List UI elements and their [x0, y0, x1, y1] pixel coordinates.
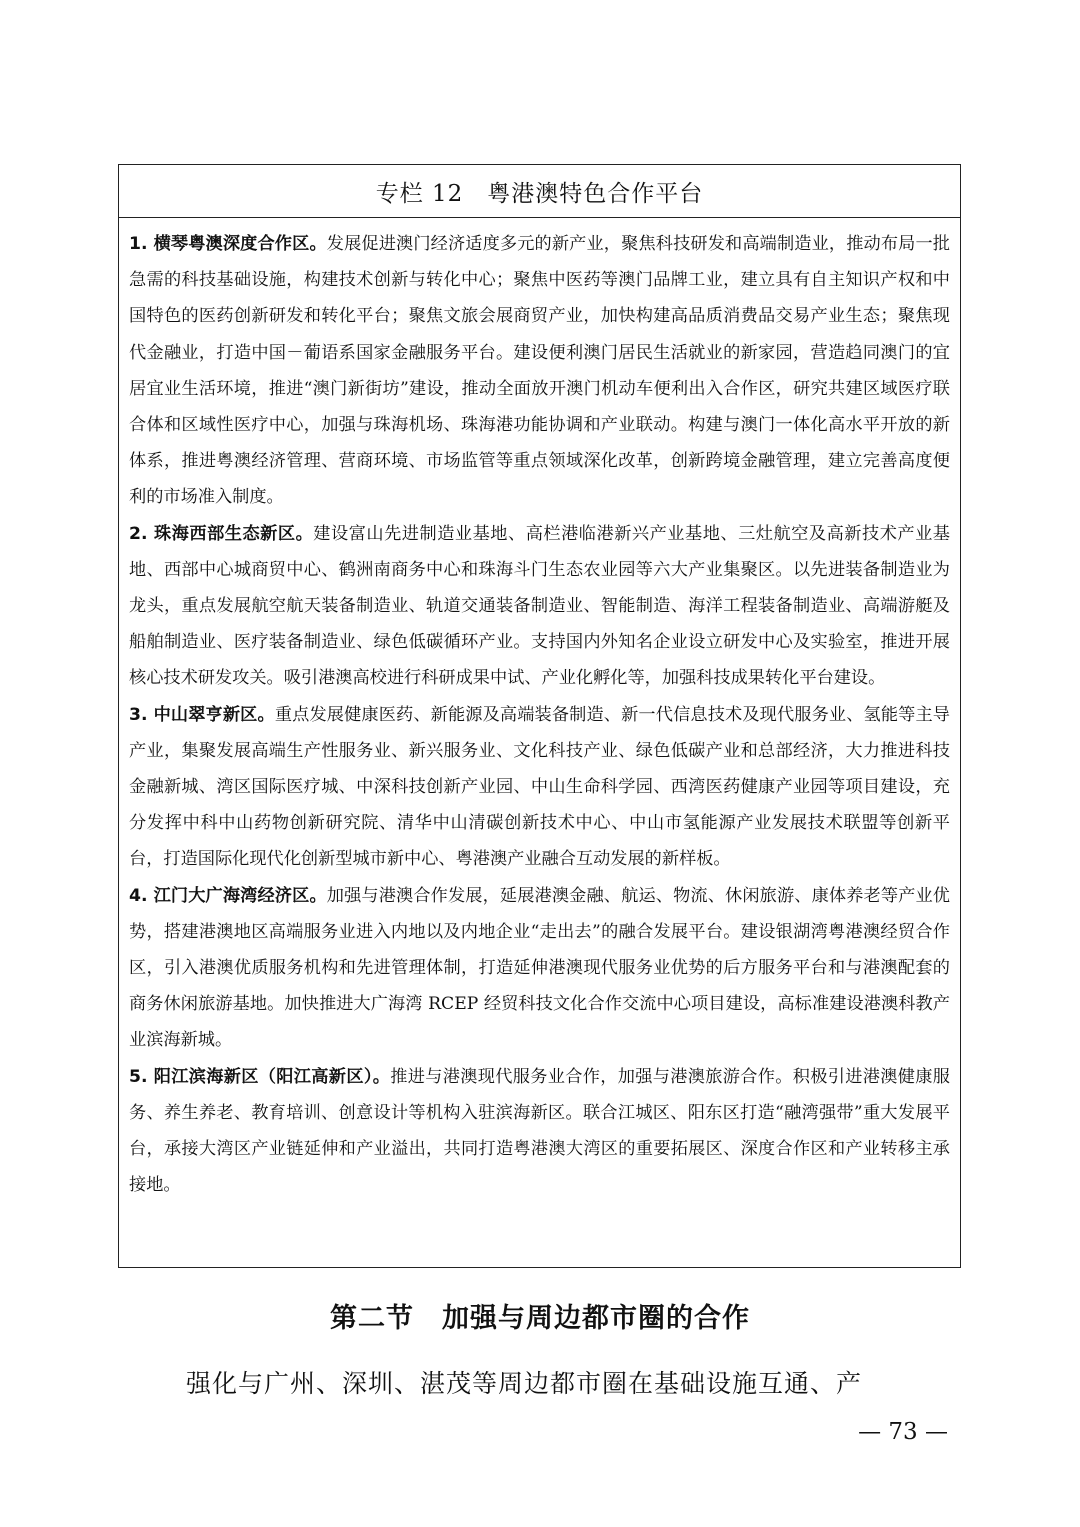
item-heading: 5. 阳江滨海新区（阳江高新区）。: [129, 1066, 391, 1087]
feature-box-body: [119, 218, 960, 1203]
list-item: [129, 1059, 950, 1204]
body-paragraph: 强化与广州、深圳、湛茂等周边都市圈在基础设施互通、产: [186, 1369, 863, 1398]
list-item: [129, 226, 950, 516]
feature-box: [118, 164, 961, 1268]
feature-box-title: 专栏 12 粤港澳特色合作平台: [119, 165, 960, 218]
item-heading: 3. 中山翠亨新区。: [129, 704, 275, 725]
item-text: 发展促进澳门经济适度多元的新产业，聚焦科技研发和高端制造业，推动布局一批急需的科技基础设施，构建技术创新与转化中心；聚焦中医药等澳门品牌工业，建立具有自主知识产权和中国特色的医药创新研发和转化平台；聚焦文旅会展商贸产业，加快构建高品质消费品交易产业生态；聚焦现代金融业，打造中国－葡语系国家金融服务平台。建设便利澳门居民生活就业的新家园，营造趋同澳门的宜居宜业生活环境，推进“澳门新街坊”建设，推动全面放开澳门机动车便利出入合作区，研究共建区域医疗联合体和区域性医疗中心，加强与珠海机场、珠海港功能协调和产业联动。构建与澳门一体化高水平开放的新体系，推进粤澳经济管理、营商环境、市场监管等重点领域深化改革，创新跨境金融管理，建立完善高度便利的市场准入制度。: [129, 234, 950, 508]
page-number: — 73 —: [858, 1419, 948, 1445]
list-item: [129, 878, 950, 1059]
item-heading: 4. 江门大广海湾经济区。: [129, 885, 327, 906]
item-text: 推进与港澳现代服务业合作，加强与港澳旅游合作。积极引进港澳健康服务、养生养老、教育培训、创意设计等机构入驻滨海新区。联合江城区、阳东区打造“融湾强带”重大发展平台，承接大湾区产业链延伸和产业溢出，共同打造粤港澳大湾区的重要拓展区、深度合作区和产业转移主承接地。: [129, 1066, 950, 1196]
item-heading: 2. 珠海西部生态新区。: [129, 523, 314, 544]
section-heading: 第二节 加强与周边都市圈的合作: [330, 1303, 750, 1334]
list-item: [129, 516, 950, 697]
item-text: 加强与港澳合作发展，延展港澳金融、航运、物流、休闲旅游、康体养老等产业优势，搭建港澳地区高端服务业进入内地以及内地企业“走出去”的融合发展平台。建设银湖湾粤港澳经贸合作区，引入港澳优质服务机构和先进管理体制，打造延伸港澳现代服务业优势的后方服务平台和与港澳配套的商务休闲旅游基地。加快推进大广海湾 RCEP 经贸科技文化合作交流中心项目建设，高标准建设港澳科教产业滨海新城。: [129, 885, 950, 1051]
item-text: 建设富山先进制造业基地、高栏港临港新兴产业基地、三灶航空及高新技术产业基地、西部中心城商贸中心、鹤洲南商务中心和珠海斗门生态农业园等六大产业集聚区。以先进装备制造业为龙头，重点发展航空航天装备制造业、轨道交通装备制造业、智能制造、海洋工程装备制造业、高端游艇及船舶制造业、医疗装备制造业、绿色低碳循环产业。支持国内外知名企业设立研发中心及实验室，推进开展核心技术研发攻关。吸引港澳高校进行科研成果中试、产业化孵化等，加强科技成果转化平台建设。: [129, 523, 950, 689]
list-item: [129, 697, 950, 878]
item-text: 重点发展健康医药、新能源及高端装备制造、新一代信息技术及现代服务业、氢能等主导产业，集聚发展高端生产性服务业、新兴服务业、文化科技产业、绿色低碳产业和总部经济，大力推进科技金融新城、湾区国际医疗城、中深科技创新产业园、中山生命科学园、西湾医药健康产业园等项目建设，充分发挥中科中山药物创新研究院、清华中山清碳创新技术中心、中山市氢能源产业发展技术联盟等创新平台，打造国际化现代化创新型城市新中心、粤港澳产业融合互动发展的新样板。: [129, 704, 950, 870]
item-heading: 1. 横琴粤澳深度合作区。: [129, 234, 327, 254]
